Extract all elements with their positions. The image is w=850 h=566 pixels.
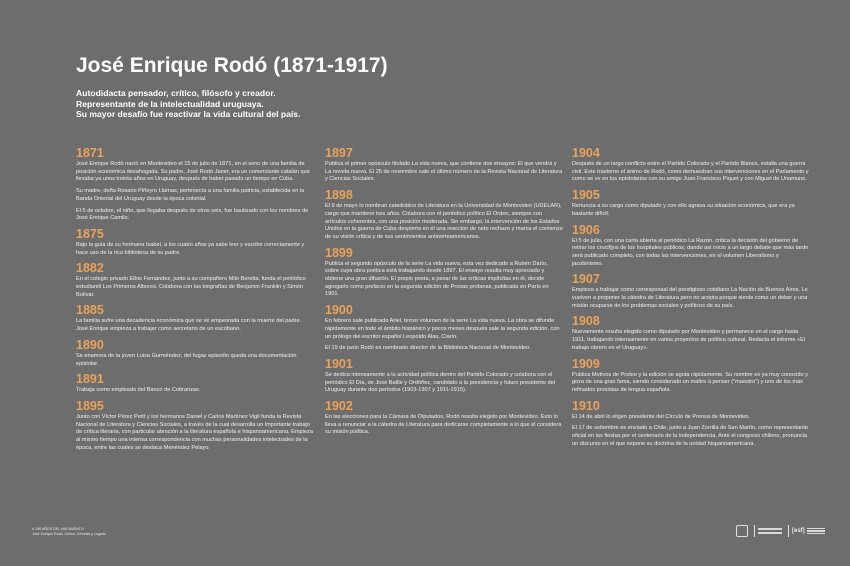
institution-logos [736,525,828,537]
entry-year: 1901 [325,356,353,371]
entry-year: 1871 [76,146,104,160]
intro-line: Autodidacta pensador, crítico, filósofo y creador. [76,88,276,98]
entry-year: 1882 [76,261,104,276]
entry-year: 1907 [572,272,600,287]
entry-year: 1906 [572,222,600,237]
entry-text: El 14 de abril lo eligen presidente del Círculo de Prensa de Montevideo. [572,413,750,420]
entry-text: Nuevamente resulta elegido como diputado por Montevideo y permanece en el cargo hasta 1911, trabajando intensamente en varios proyectos de política cultural. Redacta el informe «El trabajo obrero en el Uruguay». [572,329,806,351]
entry-year: 1904 [572,146,600,160]
timeline-column-3 [572,147,810,452]
entry-text: Después de un largo conflicto entre el Partido Colorado y el Partido Blanco, estalla una guerra civil. Este trastorno el ánimo de Rodó, como demuestran sus intervenciones en el Parlamento y como se ve en los epistolarios con su amigo Juan Francisco Piquet y con Miguel de Unamuno. [572,161,809,183]
entry-year: 1909 [572,356,600,371]
esf-logo-mark: [esf] [792,528,805,534]
entry-text: El 9 de mayo lo nombran catedrático de Literatura en la Universidad de Montevideo (UDELAR), cargo que mantiene tres años. Colabora con el periódico político El Orden, siempre con artículos coherentes, con una posición moderada. Sin embargo, la intervención de los Estados Unidos en la guerra de Cuba despierta en él una reacción de neto rechazo y marca el comienzo de su visión crítica y de sus sentimientos antinorteamericanos. [325,203,563,240]
entry-year: 1898 [325,188,353,203]
entry-text: Renuncia a su cargo como diputado y con ello agrava su situación económica, que era ya bastante difícil. [572,203,795,217]
entry-year: 1890 [76,337,104,352]
entry-year: 1910 [572,398,600,413]
entry-year: 1905 [572,188,600,203]
entry-text: En las elecciones para la Cámara de Diputados, Rodó resulta elegido por Montevideo. Esto lo lleva a renunciar a la cátedra de Literatura para dedicarse completamente a lo que él considera su misión política. [325,414,562,436]
entry-year: 1895 [76,398,104,413]
entry-text: Bajo la guía de su hermana Isabel, a los cuatro años ya sabe leer y escribir correctamente y hace uso de la rica biblioteca de su padre. [76,241,305,256]
entry-year: 1875 [76,226,104,241]
entry-text: Publica Motivos de Proteo y la edición se agota rápidamente. Su nombre es ya muy conocido y goza de una gran fama, siendo considerado un maître à penser ("maestro") y uno de los más refinados prosistas de lengua española. [572,371,808,393]
intro-line: Su mayor desafío fue reactivar la vida cultural del país. [76,109,301,119]
entry-year: 1891 [76,372,104,387]
entry-text: El 5 de octubre, el niño, que llegaba después de otros seis, fue bautizado con los nombres de José Enrique Camilo. [76,207,309,222]
entry-text: La familia sufre una decadencia económica que se ve empeorada con la muerte del padre. José Enrique empieza a trabajar como secretario de un escribano. [76,318,302,333]
entry-text: Junto con Víctor Pérez Petit y los hermanos Daniel y Carlos Martínez Vigil funda la Revista Nacional de Literatura y Ciencias Sociales, a través de la cual desarrolla un importante trabajo de crítica literaria, con particular atención a la literatura española e hispanoamericana. Empieza al mismo tiempo una intensa correspondencia con muchas personalidades intelectuales de la época, entre las cuales se destaca Menéndez Pelayo. [76,413,313,451]
entry-text: Se enamora de la joven Luisa Gurméndez; del fugaz episodio queda una documentación epistolar. [76,352,297,367]
seal-logo [736,525,748,537]
entry-text: El 17 de setiembre es enviado a Chile, junto a Juan Zorrilla de San Martín, como representante oficial en las fiestas por el centenario de la independencia. Ante el congreso chileno, pronuncia un discurso en el que expone su doctrina de la unidad hispanoamericana. [572,425,808,447]
entry-year: 1902 [325,399,353,414]
entry-text: En el colegio privado Elbio Fernández, junto a su compañero Milo Beretta, funda el periódico estudiantil Los Primeros Albores. Colabora con las biografías de Benjamin Franklin y Simón Bolívar. [76,276,306,298]
entry-text: Trabaja como empleado del Banco de Cobranzas. [76,387,201,394]
entry-text: Se dedica intensamente a la actividad política dentro del Partido Colorado y colabora con el periódico El Día, de José Batlle y Ordóñez, candidato a la presidencia y futuro presidente del Uruguay durante dos períodos (1903-1907 y 1911-1915). [325,371,556,394]
entry-text: Empieza a trabajar como corresponsal del prestigioso cotidiano La Nación de Buenos Aires. Le vuelven a proponer la cátedra de Literatura pero no acepta porque siente como un deber y una misión ocuparse de los problemas sociales y políticos de su país. [572,287,808,309]
entry-text: Su madre, doña Rosario Piñeyro Llamas, pertenecía a una familia patricia, establecida en la Banda Oriental del Uruguay desde la época colonial. [76,188,305,202]
entry-text: El 5 de julio, con una carta abierta al periódico La Razón, critica la decisión del gobierno de retirar los crucifijos de los hospitales públicos, dando así inicio a un largo debate que más tarde será publicado completo, con todas las intervenciones, en el volumen Liberalismo y jacobinismo. [572,237,809,267]
esf-logo [788,525,828,537]
entry-text: En febrero sale publicado Ariel, tercer volumen de la serie La vida nueva. La obra se difunde rápidamente en todo el ámbito hispánico y pocos meses después sale la segunda edición, con un prólogo del escritor español Leopoldo Alas, Clarín. [325,318,560,340]
entry-text: El 19 de junio Rodó es nombrado director de la Biblioteca Nacional de Montevideo. [325,345,531,352]
institution-logo [754,525,782,537]
entry-year: 1899 [325,245,353,260]
entry-text: José Enrique Rodó nació en Montevideo el 15 de julio de 1871, en el seno de una familia de posición económica desahogada. Su padre, José Rodó Janer, era un comerciante catalán que llevaba ya unos treinta años en Uruguay, después de haber pasado un tiempo en Cuba. [76,161,310,183]
intro-line: Representante de la intelectualidad uruguaya. [76,98,264,109]
entry-year: 1908 [572,314,600,329]
intro-summary [76,88,300,120]
credit-line: José Enrique Rodó. Crítico, Génesis y Legado [32,531,106,536]
entry-text: Publica el primer opúsculo titulado La vida nueva, que contiene dos ensayos: El que vendrá y La novela nueva. El 25 de noviembre sale el último número de la Revista Nacional de Literatura y Ciencias Sociales. [325,161,563,183]
entry-year: 1897 [325,146,353,160]
timeline-column-1 [76,147,314,456]
credit-line: A 150 AÑOS DEL NACIMIENTO [32,527,84,531]
entry-year: 1900 [325,303,353,318]
timeline-column-2 [325,147,563,441]
exhibition-credit [32,527,106,536]
entry-text: Publica el segundo opúsculo de la serie La vida nueva, esta vez dedicado a Rubén Darío, sobre cuya obra poética está trabajando desde 1897. El ensayo resulta muy apreciado y obtiene una gran difusión. El propio poeta, a pesar de las críticas implícitas en él, decide agregarlo como prefacio en la segunda edición de Prosas profanas, publicada en París en 1901. [325,260,549,298]
entry-year: 1885 [76,303,104,318]
page-title: José Enrique Rodó (1871-1917) [76,54,388,77]
